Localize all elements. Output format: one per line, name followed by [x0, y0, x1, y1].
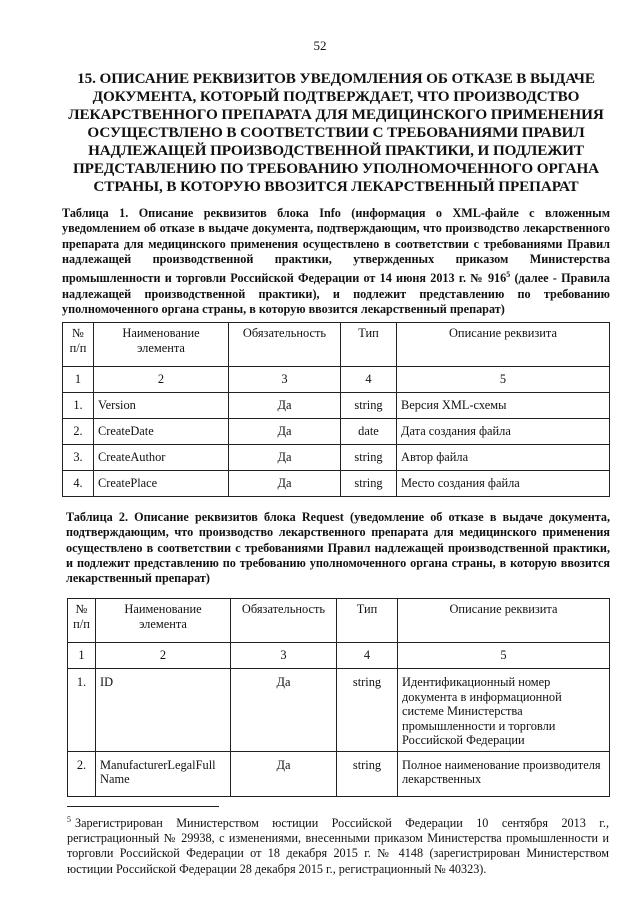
cell-required: Да — [229, 419, 341, 445]
cell-description: Версия XML-схемы — [397, 393, 610, 419]
cell-type: date — [341, 419, 397, 445]
cell-name: ManufacturerLegalFull Name — [96, 751, 231, 796]
footnote-ref[interactable]: 5 — [506, 270, 511, 280]
cell-description: Идентификационный номер документа в информационной системе Министерства промышленности и торговли Российской Федерации — [398, 669, 610, 752]
header-description: Описание реквизита — [398, 599, 610, 643]
column-number: 3 — [229, 367, 341, 393]
cell-description: Автор файла — [397, 445, 610, 471]
section-title: 15. ОПИСАНИЕ РЕКВИЗИТОВ УВЕДОМЛЕНИЯ ОБ ОТКАЗЕ В ВЫДАЧЕ ДОКУМЕНТА, КОТОРЫЙ ПОДТВЕРЖДАЕТ, ЧТО ПРОИЗВОДСТВО ЛЕКАРСТВЕННОГО ПРЕПАРАТА ДЛЯ МЕДИЦИНСКОГО ПРИМЕНЕНИЯ ОСУЩЕСТВЛЕНО В СООТВЕТСТВИИ С ТРЕБОВАНИЯМИ ПРАВИЛ НАДЛЕЖАЩЕЙ ПРОИЗВОДСТВЕННОЙ ПРАКТИКИ, И ПОДЛЕЖИТ ПРЕДСТАВЛЕНИЮ ПО ТРЕБОВАНИЮ УПОЛНОМОЧЕННОГО ОРГАНА СТРАНЫ, В КОТОРУЮ ВВОЗИТСЯ ЛЕКАРСТВЕННЫЙ ПРЕПАРАТ — [68, 70, 604, 195]
table-row — [63, 445, 610, 471]
column-number-row — [63, 367, 610, 393]
header-type: Тип — [341, 323, 397, 367]
header-name: Наименование элемента — [94, 323, 229, 367]
cell-num: 1. — [63, 393, 94, 419]
header-num: № п/п — [68, 599, 96, 643]
footnote-divider — [67, 806, 219, 807]
column-number: 1 — [63, 367, 94, 393]
cell-type: string — [337, 669, 398, 752]
cell-description: Дата создания файла — [397, 419, 610, 445]
page-number: 52 — [313, 38, 327, 53]
cell-required: Да — [229, 471, 341, 497]
cell-type: string — [341, 471, 397, 497]
table1-caption-text: Таблица 1. Описание реквизитов блока Info (информация о XML-файле с вложенным уведомлением об отказе в выдаче документа, подтверждающим, что производство лекарственного препарата для медицинского применения осуществлено в соответствии с требованиями Правил надлежащей производственной практики, утвержденных приказом Министерства промышленности и торговли Российской Федерации от 14 июня 2013 г. № 916 — [62, 206, 610, 286]
header-required: Обязательность — [231, 599, 337, 643]
cell-num: 3. — [63, 445, 94, 471]
table-row — [68, 751, 610, 796]
column-number-row — [68, 643, 610, 669]
cell-num: 2. — [68, 751, 96, 796]
cell-description: Полное наименование производителя лекарственных — [398, 751, 610, 796]
column-number: 5 — [397, 367, 610, 393]
table1-caption — [62, 206, 610, 317]
cell-name: CreateAuthor — [94, 445, 229, 471]
column-number: 5 — [398, 643, 610, 669]
cell-required: Да — [229, 393, 341, 419]
cell-name: CreateDate — [94, 419, 229, 445]
header-num: № п/п — [63, 323, 94, 367]
cell-num: 2. — [63, 419, 94, 445]
column-number: 2 — [94, 367, 229, 393]
cell-required: Да — [231, 669, 337, 752]
cell-type: string — [341, 393, 397, 419]
column-number: 1 — [68, 643, 96, 669]
footnote-text: Зарегистрирован Министерством юстиции Российской Федерации 10 сентября 2013 г., регистрационный № 29938, с изменениями, внесенными приказом Министерства промышленности и торговли Российской Федерации от 18 декабря 2015 г. № 4148 (зарегистрирован Министерством юстиции Российской Федерации 28 декабря 2015 г., регистрационный № 40323). — [67, 816, 609, 876]
cell-name: Version — [94, 393, 229, 419]
header-name: Наименование элемента — [96, 599, 231, 643]
table-row — [63, 471, 610, 497]
cell-num: 1. — [68, 669, 96, 752]
footnote — [67, 812, 609, 877]
cell-required: Да — [231, 751, 337, 796]
column-number: 3 — [231, 643, 337, 669]
cell-required: Да — [229, 445, 341, 471]
table1-caption-text-cont: (далее - Правила надлежащей производственной практики), и подлежит представлению по требованию уполномоченного органа страны, в которую ввозится лекарственный препарат) — [62, 271, 610, 316]
column-number: 4 — [337, 643, 398, 669]
cell-type: string — [337, 751, 398, 796]
table-row — [63, 393, 610, 419]
table-request-block — [67, 598, 610, 797]
cell-description: Место создания файла — [397, 471, 610, 497]
column-number: 4 — [341, 367, 397, 393]
header-type: Тип — [337, 599, 398, 643]
header-description: Описание реквизита — [397, 323, 610, 367]
table2-caption: Таблица 2. Описание реквизитов блока Request (уведомление об отказе в выдаче документа, подтверждающим, что производство лекарственного препарата для медицинского применения осуществлено в соответствии с требованиями Правил надлежащей производственной практики, и подлежит представлению по требованию уполномоченного органа страны, в которую ввозится лекарственный препарат) — [66, 510, 610, 586]
header-required: Обязательность — [229, 323, 341, 367]
cell-num: 4. — [63, 471, 94, 497]
footnote-marker: 5 — [67, 815, 71, 824]
cell-name: CreatePlace — [94, 471, 229, 497]
cell-type: string — [341, 445, 397, 471]
table-header-row — [63, 323, 610, 367]
table-info-block — [62, 322, 610, 497]
table-row — [68, 669, 610, 752]
table-row — [63, 419, 610, 445]
cell-name: ID — [96, 669, 231, 752]
column-number: 2 — [96, 643, 231, 669]
table-header-row — [68, 599, 610, 643]
